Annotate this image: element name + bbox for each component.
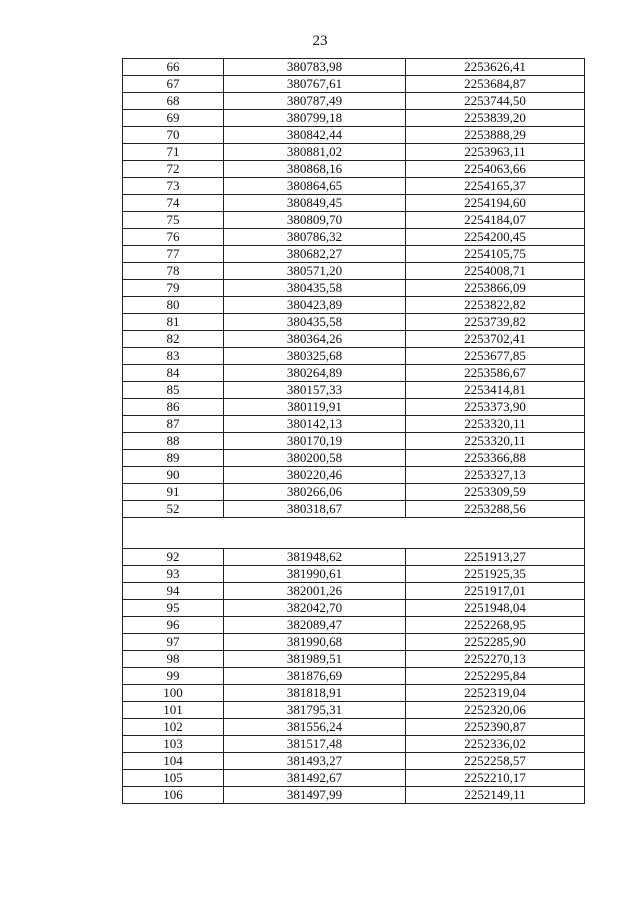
x-coordinate-cell: 381818,91 [224, 685, 406, 702]
x-coordinate-cell: 380364,26 [224, 331, 406, 348]
point-number-cell: 84 [123, 365, 224, 382]
point-number-cell: 90 [123, 467, 224, 484]
x-coordinate-cell: 381948,62 [224, 549, 406, 566]
x-coordinate-cell: 380119,91 [224, 399, 406, 416]
y-coordinate-cell: 2254165,37 [406, 178, 585, 195]
page-number: 23 [312, 33, 328, 49]
table-row [123, 331, 585, 348]
y-coordinate-cell: 2251913,27 [406, 549, 585, 566]
x-coordinate-cell: 380849,45 [224, 195, 406, 212]
point-number-cell: 75 [123, 212, 224, 229]
x-coordinate-cell: 380682,27 [224, 246, 406, 263]
table-row [123, 450, 585, 467]
x-coordinate-cell: 380423,89 [224, 297, 406, 314]
point-number-cell: 74 [123, 195, 224, 212]
x-coordinate-cell: 380809,70 [224, 212, 406, 229]
point-number-cell: 76 [123, 229, 224, 246]
x-coordinate-cell: 380266,06 [224, 484, 406, 501]
y-coordinate-cell: 2253320,11 [406, 416, 585, 433]
table-row [123, 365, 585, 382]
y-coordinate-cell: 2253414,81 [406, 382, 585, 399]
y-coordinate-cell: 2253963,11 [406, 144, 585, 161]
table-row [123, 263, 585, 280]
y-coordinate-cell: 2252149,11 [406, 787, 585, 804]
x-coordinate-cell: 380142,13 [224, 416, 406, 433]
x-coordinate-cell: 381795,31 [224, 702, 406, 719]
x-coordinate-cell: 380264,89 [224, 365, 406, 382]
table-row [123, 229, 585, 246]
y-coordinate-cell: 2253586,67 [406, 365, 585, 382]
point-number-cell: 105 [123, 770, 224, 787]
y-coordinate-cell: 2254184,07 [406, 212, 585, 229]
table-row [123, 549, 585, 566]
point-number-cell: 89 [123, 450, 224, 467]
x-coordinate-cell: 381517,48 [224, 736, 406, 753]
table-row [123, 59, 585, 76]
y-coordinate-cell: 2252258,57 [406, 753, 585, 770]
table-row [123, 719, 585, 736]
point-number-cell: 82 [123, 331, 224, 348]
point-number-cell: 88 [123, 433, 224, 450]
y-coordinate-cell: 2251925,35 [406, 566, 585, 583]
separator-cell [123, 518, 585, 549]
table-row [123, 144, 585, 161]
x-coordinate-cell: 380787,49 [224, 93, 406, 110]
point-number-cell: 78 [123, 263, 224, 280]
table-row [123, 600, 585, 617]
point-number-cell: 87 [123, 416, 224, 433]
coordinates-table-body [123, 59, 585, 804]
point-number-cell: 77 [123, 246, 224, 263]
table-row [123, 566, 585, 583]
y-coordinate-cell: 2253327,13 [406, 467, 585, 484]
y-coordinate-cell: 2253288,56 [406, 501, 585, 518]
x-coordinate-cell: 380325,68 [224, 348, 406, 365]
y-coordinate-cell: 2252320,06 [406, 702, 585, 719]
point-number-cell: 101 [123, 702, 224, 719]
table-row [123, 416, 585, 433]
y-coordinate-cell: 2252295,84 [406, 668, 585, 685]
x-coordinate-cell: 380571,20 [224, 263, 406, 280]
y-coordinate-cell: 2252336,02 [406, 736, 585, 753]
y-coordinate-cell: 2252270,13 [406, 651, 585, 668]
table-row [123, 195, 585, 212]
y-coordinate-cell: 2253684,87 [406, 76, 585, 93]
point-number-cell: 95 [123, 600, 224, 617]
table-row [123, 127, 585, 144]
point-number-cell: 86 [123, 399, 224, 416]
table-row [123, 348, 585, 365]
x-coordinate-cell: 382042,70 [224, 600, 406, 617]
table-row [123, 433, 585, 450]
y-coordinate-cell: 2254200,45 [406, 229, 585, 246]
table-row [123, 634, 585, 651]
table-row [123, 93, 585, 110]
table-row [123, 702, 585, 719]
y-coordinate-cell: 2254105,75 [406, 246, 585, 263]
point-number-cell: 79 [123, 280, 224, 297]
x-coordinate-cell: 380220,46 [224, 467, 406, 484]
point-number-cell: 106 [123, 787, 224, 804]
y-coordinate-cell: 2254194,60 [406, 195, 585, 212]
y-coordinate-cell: 2253309,59 [406, 484, 585, 501]
table-row [123, 246, 585, 263]
y-coordinate-cell: 2253626,41 [406, 59, 585, 76]
point-number-cell: 92 [123, 549, 224, 566]
y-coordinate-cell: 2252210,17 [406, 770, 585, 787]
x-coordinate-cell: 380864,65 [224, 178, 406, 195]
point-number-cell: 72 [123, 161, 224, 178]
x-coordinate-cell: 381990,68 [224, 634, 406, 651]
x-coordinate-cell: 381492,67 [224, 770, 406, 787]
table-row [123, 467, 585, 484]
x-coordinate-cell: 380157,33 [224, 382, 406, 399]
x-coordinate-cell: 380170,19 [224, 433, 406, 450]
point-number-cell: 104 [123, 753, 224, 770]
y-coordinate-cell: 2252268,95 [406, 617, 585, 634]
point-number-cell: 99 [123, 668, 224, 685]
x-coordinate-cell: 380435,58 [224, 314, 406, 331]
x-coordinate-cell: 380842,44 [224, 127, 406, 144]
x-coordinate-cell: 380868,16 [224, 161, 406, 178]
y-coordinate-cell: 2254063,66 [406, 161, 585, 178]
y-coordinate-cell: 2253702,41 [406, 331, 585, 348]
point-number-cell: 100 [123, 685, 224, 702]
point-number-cell: 52 [123, 501, 224, 518]
point-number-cell: 97 [123, 634, 224, 651]
y-coordinate-cell: 2251948,04 [406, 600, 585, 617]
point-number-cell: 83 [123, 348, 224, 365]
x-coordinate-cell: 380318,67 [224, 501, 406, 518]
y-coordinate-cell: 2254008,71 [406, 263, 585, 280]
y-coordinate-cell: 2253366,88 [406, 450, 585, 467]
y-coordinate-cell: 2253373,90 [406, 399, 585, 416]
y-coordinate-cell: 2253839,20 [406, 110, 585, 127]
y-coordinate-cell: 2252390,87 [406, 719, 585, 736]
y-coordinate-cell: 2253866,09 [406, 280, 585, 297]
table-row [123, 382, 585, 399]
table-row [123, 651, 585, 668]
y-coordinate-cell: 2253677,85 [406, 348, 585, 365]
table-row [123, 484, 585, 501]
x-coordinate-cell: 380435,58 [224, 280, 406, 297]
y-coordinate-cell: 2253320,11 [406, 433, 585, 450]
x-coordinate-cell: 380767,61 [224, 76, 406, 93]
table-row [123, 753, 585, 770]
x-coordinate-cell: 381989,51 [224, 651, 406, 668]
point-number-cell: 102 [123, 719, 224, 736]
point-number-cell: 80 [123, 297, 224, 314]
table-row [123, 297, 585, 314]
table-row [123, 668, 585, 685]
y-coordinate-cell: 2253822,82 [406, 297, 585, 314]
y-coordinate-cell: 2252319,04 [406, 685, 585, 702]
x-coordinate-cell: 380799,18 [224, 110, 406, 127]
y-coordinate-cell: 2253744,50 [406, 93, 585, 110]
point-number-cell: 81 [123, 314, 224, 331]
table-row [123, 280, 585, 297]
table-row [123, 110, 585, 127]
y-coordinate-cell: 2252285,90 [406, 634, 585, 651]
x-coordinate-cell: 382001,26 [224, 583, 406, 600]
point-number-cell: 93 [123, 566, 224, 583]
point-number-cell: 85 [123, 382, 224, 399]
x-coordinate-cell: 381497,99 [224, 787, 406, 804]
x-coordinate-cell: 381556,24 [224, 719, 406, 736]
point-number-cell: 91 [123, 484, 224, 501]
point-number-cell: 66 [123, 59, 224, 76]
x-coordinate-cell: 381876,69 [224, 668, 406, 685]
x-coordinate-cell: 381990,61 [224, 566, 406, 583]
table-row [123, 161, 585, 178]
point-number-cell: 98 [123, 651, 224, 668]
x-coordinate-cell: 382089,47 [224, 617, 406, 634]
table-row [123, 685, 585, 702]
point-number-cell: 96 [123, 617, 224, 634]
table-row [123, 212, 585, 229]
point-number-cell: 94 [123, 583, 224, 600]
point-number-cell: 70 [123, 127, 224, 144]
y-coordinate-cell: 2251917,01 [406, 583, 585, 600]
point-number-cell: 69 [123, 110, 224, 127]
y-coordinate-cell: 2253888,29 [406, 127, 585, 144]
table-row [123, 617, 585, 634]
x-coordinate-cell: 380783,98 [224, 59, 406, 76]
table-row [123, 178, 585, 195]
x-coordinate-cell: 380200,58 [224, 450, 406, 467]
table-row [123, 770, 585, 787]
table-row [123, 501, 585, 518]
table-row [123, 314, 585, 331]
table-row [123, 399, 585, 416]
point-number-cell: 67 [123, 76, 224, 93]
table-row [123, 787, 585, 804]
x-coordinate-cell: 380786,32 [224, 229, 406, 246]
x-coordinate-cell: 381493,27 [224, 753, 406, 770]
coordinates-table [122, 58, 585, 804]
table-row [123, 76, 585, 93]
x-coordinate-cell: 380881,02 [224, 144, 406, 161]
table-row [123, 583, 585, 600]
table-row [123, 736, 585, 753]
y-coordinate-cell: 2253739,82 [406, 314, 585, 331]
point-number-cell: 73 [123, 178, 224, 195]
point-number-cell: 71 [123, 144, 224, 161]
point-number-cell: 103 [123, 736, 224, 753]
group-separator-row [123, 518, 585, 549]
point-number-cell: 68 [123, 93, 224, 110]
